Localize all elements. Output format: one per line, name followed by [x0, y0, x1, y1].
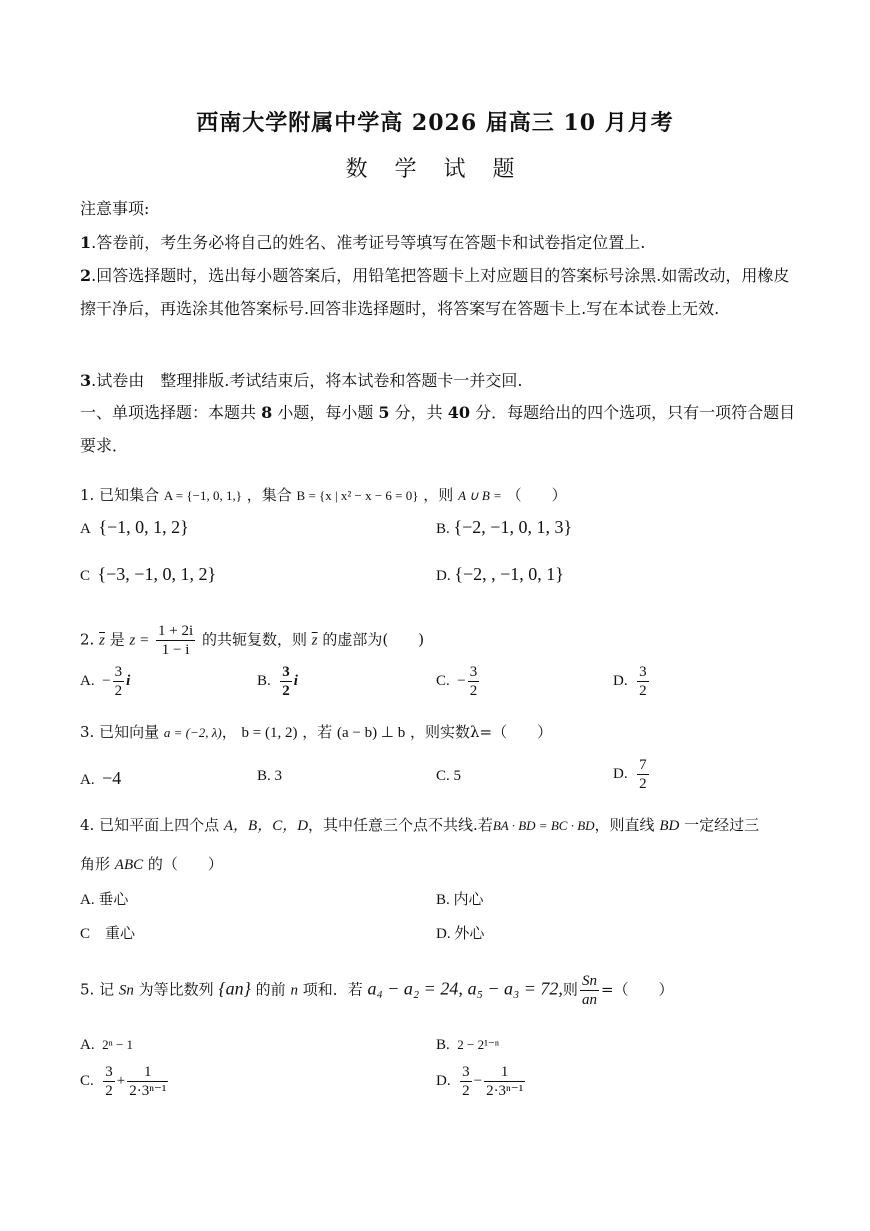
- stem-text: ，则: [423, 486, 454, 504]
- stem-text: 则: [562, 980, 578, 999]
- q5-option-c[interactable]: [80, 1063, 170, 1100]
- question-5-stem: [80, 972, 674, 1009]
- section-text: 分，共: [389, 403, 448, 422]
- note-1: [80, 230, 645, 253]
- option-fraction: [127, 1063, 168, 1100]
- option-fraction: [103, 1063, 115, 1100]
- q3-option-a[interactable]: [80, 768, 121, 789]
- question-number: 2.: [80, 630, 95, 649]
- notes-heading: 注意事项:: [80, 199, 150, 218]
- option-value: {−3, −1, 0, 1, 2}: [97, 564, 217, 584]
- note-3-number: 3: [80, 371, 92, 390]
- stem-text: ，则实数λ=（ ）: [410, 723, 553, 741]
- option-label: A.: [80, 1037, 95, 1053]
- option-fraction: [637, 663, 649, 700]
- q3-option-d[interactable]: [613, 756, 651, 793]
- imaginary-unit: i: [126, 672, 131, 689]
- stem-text: =（ ）: [600, 980, 674, 999]
- q1-option-b[interactable]: [436, 517, 572, 538]
- stem-text: 的前: [255, 980, 286, 999]
- line-bd: BD: [659, 818, 680, 834]
- option-value: {−2, −1, 0, 1, 3}: [453, 517, 573, 537]
- stem-text: 是: [109, 630, 125, 649]
- q4-option-b[interactable]: B. 内心: [436, 892, 484, 908]
- question-1-stem: [80, 484, 567, 505]
- option-label: A.: [80, 772, 95, 788]
- stem-text: 项和．若: [302, 980, 363, 999]
- q5-option-a[interactable]: [80, 1037, 133, 1054]
- numerator: 3: [462, 1064, 470, 1080]
- option-label: B.: [436, 1037, 450, 1053]
- numerator: 7: [639, 757, 647, 773]
- option-value: −4: [102, 768, 122, 788]
- q2-option-d[interactable]: [613, 663, 651, 700]
- note-2: [80, 259, 800, 325]
- option-fraction: [637, 756, 649, 793]
- union-expr: A ∪ B =: [458, 488, 502, 503]
- option-value: {−1, 0, 1, 2}: [98, 517, 189, 537]
- exam-subtitle: 数 学 试 题: [345, 157, 525, 182]
- q4-option-a[interactable]: A. 垂心: [80, 892, 129, 908]
- sum-sn: Sn: [118, 982, 134, 999]
- option-label: C.: [436, 672, 450, 689]
- numerator: 3: [639, 664, 647, 680]
- minus-sign: −: [473, 1072, 483, 1089]
- numerator: 3: [114, 664, 123, 680]
- option-fraction: [113, 663, 125, 700]
- stem-text: 一定经过三: [684, 816, 760, 834]
- stem-text: 的（ ）: [147, 855, 223, 873]
- plus-sign: +: [116, 1072, 126, 1089]
- note-2-text: .回答选择题时，选出每小题答案后，用铅笔把答题卡上对应题目的答案标号涂黑.如需改动，用橡皮擦干净后，再选涂其他答案标号.回答非选择题时，将答案写在答题卡上.写在本试卷上无效.: [80, 266, 790, 318]
- exam-title: 西南大学附属中学高 2026 届高三 10 月月考: [196, 110, 674, 136]
- denominator: 2: [114, 683, 123, 699]
- question-4-stem-cont: [80, 853, 223, 874]
- stem-text: ，若: [302, 723, 333, 741]
- option-label: D.: [613, 765, 628, 782]
- q2-option-a[interactable]: [80, 663, 130, 700]
- triangle-abc: ABC: [114, 857, 144, 873]
- sequence-an: {an}: [218, 978, 251, 999]
- conjugate-z: $\overline{z}$: [99, 632, 105, 649]
- ratio-fraction: [580, 972, 599, 1009]
- note-1-text: .答卷前，考生务必将自己的姓名、准考证号等填写在答题卡和试卷指定位置上.: [91, 233, 646, 252]
- q2-option-b[interactable]: [257, 663, 298, 700]
- option-label: D.: [436, 568, 451, 584]
- numerator: 1: [484, 1063, 525, 1082]
- option-label: B.: [436, 521, 450, 537]
- vector-a: a = (−2, λ): [163, 725, 222, 740]
- denominator: 2: [639, 683, 647, 699]
- option-label: B.: [257, 672, 271, 689]
- dot-product-condition: BA · BD = BC · BD: [492, 818, 595, 833]
- denominator: 2: [462, 1083, 470, 1099]
- option-value: {−2, , −1, 0, 1}: [454, 564, 564, 584]
- numerator: 3: [469, 664, 478, 680]
- minus-sign: −: [102, 672, 111, 689]
- question-3-stem: 3. 已知向量 a = (−2, λ)， b = (1, 2) ，若 (a − b) ⊥ b ，则实数λ=（ ）: [80, 723, 553, 741]
- stem-text: ，则直线: [594, 816, 655, 834]
- option-label: A: [80, 521, 91, 537]
- note-3: [80, 368, 522, 391]
- denominator: 2·3ⁿ⁻¹: [129, 1083, 167, 1099]
- q1-option-d[interactable]: [436, 564, 564, 585]
- section-text: 小题，每小题: [272, 403, 379, 422]
- denominator: 2·3ⁿ⁻¹: [486, 1083, 524, 1099]
- answer-paren: （ ）: [506, 486, 567, 504]
- q4-option-c[interactable]: C 重心: [80, 926, 136, 942]
- option-value: 2ⁿ − 1: [102, 1037, 134, 1052]
- section-1-heading: [80, 396, 800, 462]
- option-value: 2 − 2¹⁻ⁿ: [457, 1037, 499, 1052]
- numerator: Sn: [581, 973, 597, 989]
- condition-2: a₅ − a₃ = 72,: [467, 978, 563, 999]
- option-fraction: [280, 663, 292, 700]
- note-1-number: 1: [80, 233, 92, 252]
- section-text: 一、单项选择题：本题共: [80, 403, 262, 422]
- numerator: 1: [127, 1063, 168, 1082]
- stem-text: 的虚部为( ): [322, 630, 425, 649]
- z-denominator: 1 − i: [161, 642, 190, 658]
- option-fraction: [484, 1063, 525, 1100]
- numerator: 3: [105, 1064, 113, 1080]
- q4-option-d[interactable]: D. 外心: [436, 926, 485, 942]
- stem-text: 4. 已知平面上四个点: [80, 816, 220, 834]
- option-label: D.: [436, 1072, 451, 1089]
- q2-option-c[interactable]: [436, 663, 481, 700]
- minus-sign: −: [457, 672, 466, 689]
- denominator: 2: [639, 776, 647, 792]
- stem-text: 3. 已知向量: [80, 723, 160, 741]
- denominator: 2: [282, 683, 290, 699]
- set-a: A = {−1, 0, 1,}: [163, 488, 242, 503]
- points-list: A，B，C，D: [223, 818, 309, 834]
- q5-option-b[interactable]: [436, 1037, 499, 1054]
- denominator: 2: [105, 1083, 113, 1099]
- option-fraction: [460, 1063, 472, 1100]
- points-each: 5: [378, 403, 390, 422]
- denominator: an: [581, 992, 597, 1008]
- q3-option-c[interactable]: C. 5: [436, 768, 462, 784]
- question-4-stem: [80, 814, 759, 835]
- q5-option-d[interactable]: [436, 1063, 527, 1100]
- stem-text: 1. 已知集合: [80, 486, 160, 504]
- question-count: 8: [261, 403, 273, 422]
- option-label: C.: [80, 1072, 94, 1089]
- z-equals: z =: [129, 632, 150, 649]
- vector-b: b = (1, 2): [241, 725, 298, 741]
- q3-option-b[interactable]: B. 3: [257, 768, 283, 784]
- option-fraction: [468, 663, 480, 700]
- stem-text: ，其中任意三个点不共线.若: [308, 816, 493, 834]
- stem-text: 5. 记: [80, 980, 115, 999]
- z-fraction: [156, 622, 195, 659]
- stem-text: 的共轭复数，则: [201, 630, 307, 649]
- option-label: A.: [80, 672, 95, 689]
- condition-1: a₄ − a₂ = 24,: [367, 978, 463, 999]
- perpendicular-condition: (a − b) ⊥ b: [337, 725, 406, 741]
- option-label: C: [80, 568, 91, 584]
- option-label: D.: [613, 672, 628, 689]
- numerator: 3: [282, 664, 290, 680]
- points-total: 40: [447, 403, 471, 422]
- stem-text: 角形: [80, 855, 111, 873]
- note-3-text: .试卷由 整理排版.考试结束后，将本试卷和答题卡一并交回.: [91, 371, 523, 390]
- z-numerator: 1 + 2i: [158, 623, 194, 639]
- q1-option-a[interactable]: [80, 517, 189, 538]
- imaginary-unit: i: [293, 672, 298, 689]
- stem-text: ，集合: [246, 486, 292, 504]
- n-var: n: [290, 982, 298, 999]
- note-2-number: 2: [80, 266, 92, 285]
- q1-option-c[interactable]: [80, 564, 216, 585]
- conjugate-z: $\overline{z}$: [311, 632, 318, 649]
- denominator: 2: [469, 683, 478, 699]
- stem-text: 为等比数列: [138, 980, 214, 999]
- set-b: B = {x | x² − x − 6 = 0}: [296, 488, 419, 503]
- section-text: 分．每题给出的四个选项，只有一项符合题目要求．: [80, 403, 796, 455]
- question-2-stem: [80, 622, 424, 659]
